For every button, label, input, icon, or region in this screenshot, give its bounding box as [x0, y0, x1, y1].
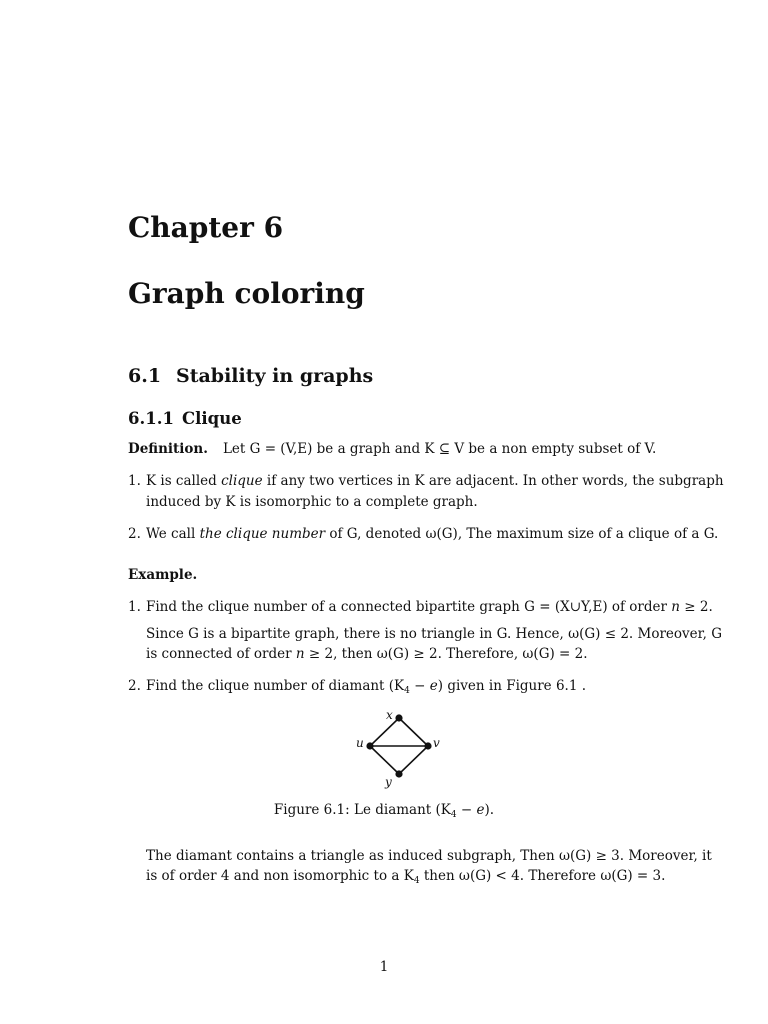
- edge-u-y: [370, 746, 399, 774]
- node-label-x: x: [386, 708, 393, 722]
- section-title: Stability in graphs: [176, 365, 374, 387]
- example-item-number: 2.: [128, 678, 141, 694]
- definition-item-number: 2.: [128, 526, 141, 542]
- edge-x-v: [399, 718, 428, 746]
- edge-y-v: [399, 746, 428, 774]
- conclusion-line-1: The diamant contains a triangle as induced subgraph, Then ω(G) ≥ 3. Moreover, it: [146, 848, 712, 864]
- example-item-text: Find the clique number of a connected bipartite graph G = (X∪Y,E) of order n ≥ 2.: [146, 599, 713, 615]
- node-label-y: y: [385, 775, 392, 789]
- subsection-title: Clique: [182, 409, 242, 428]
- section-heading: [128, 363, 373, 389]
- definition-item-number: 1.: [128, 473, 141, 489]
- edge-u-x: [370, 718, 399, 746]
- node-y: [395, 770, 402, 777]
- definition-item-1-continuation: induced by K is isomorphic to a complete graph.: [146, 494, 478, 510]
- example-answer-line-2: is connected of order n ≥ 2, then ω(G) ≥ 2. Therefore, ω(G) = 2.: [146, 646, 588, 662]
- diamond-graph-figure: [340, 704, 450, 790]
- definition-item-text: We call the clique number of G, denoted ω(G), The maximum size of a clique of a G.: [146, 526, 719, 542]
- chapter-title: Graph coloring: [128, 277, 365, 310]
- definition-item-1: [128, 470, 724, 492]
- page-number: 1: [379, 959, 389, 975]
- example-item-1: [128, 596, 713, 618]
- conclusion-line-2: is of order 4 and non isomorphic to a $K_4$ then ω(G) < 4. Therefore ω(G) = 3.: [146, 868, 666, 886]
- example-answer-line-1: Since G is a bipartite graph, there is no triangle in G. Hence, ω(G) ≤ 2. Moreover, G: [146, 626, 722, 642]
- node-label-v: v: [433, 736, 440, 750]
- example-label: Example.: [128, 567, 198, 583]
- chapter-label: Chapter 6: [128, 211, 284, 244]
- example-item-2: [128, 675, 586, 702]
- graph-edges: [370, 718, 428, 774]
- node-x: [395, 714, 402, 721]
- figure-caption: Figure 6.1: Le diamant $(K_4 - e)$.: [273, 802, 495, 820]
- section-number: 6.1: [128, 365, 162, 387]
- subsection-number: 6.1.1: [128, 409, 174, 428]
- example-item-number: 1.: [128, 599, 141, 615]
- node-label-u: u: [356, 736, 364, 750]
- definition-lead: Let G = (V,E) be a graph and K ⊆ V be a non empty subset of V.: [222, 441, 657, 457]
- definition-paragraph: [128, 438, 656, 460]
- node-u: [366, 742, 373, 749]
- definition-item-2: [128, 523, 718, 545]
- example-item-text: Find the clique number of diamant $(K_4 - e)$ given in Figure 6.1 .: [146, 678, 587, 696]
- subsection-heading: [128, 407, 242, 431]
- node-v: [424, 742, 431, 749]
- definition-item-text: K is called clique if any two vertices in K are adjacent. In other words, the subgraph: [146, 473, 724, 489]
- definition-label: Definition.: [128, 441, 208, 457]
